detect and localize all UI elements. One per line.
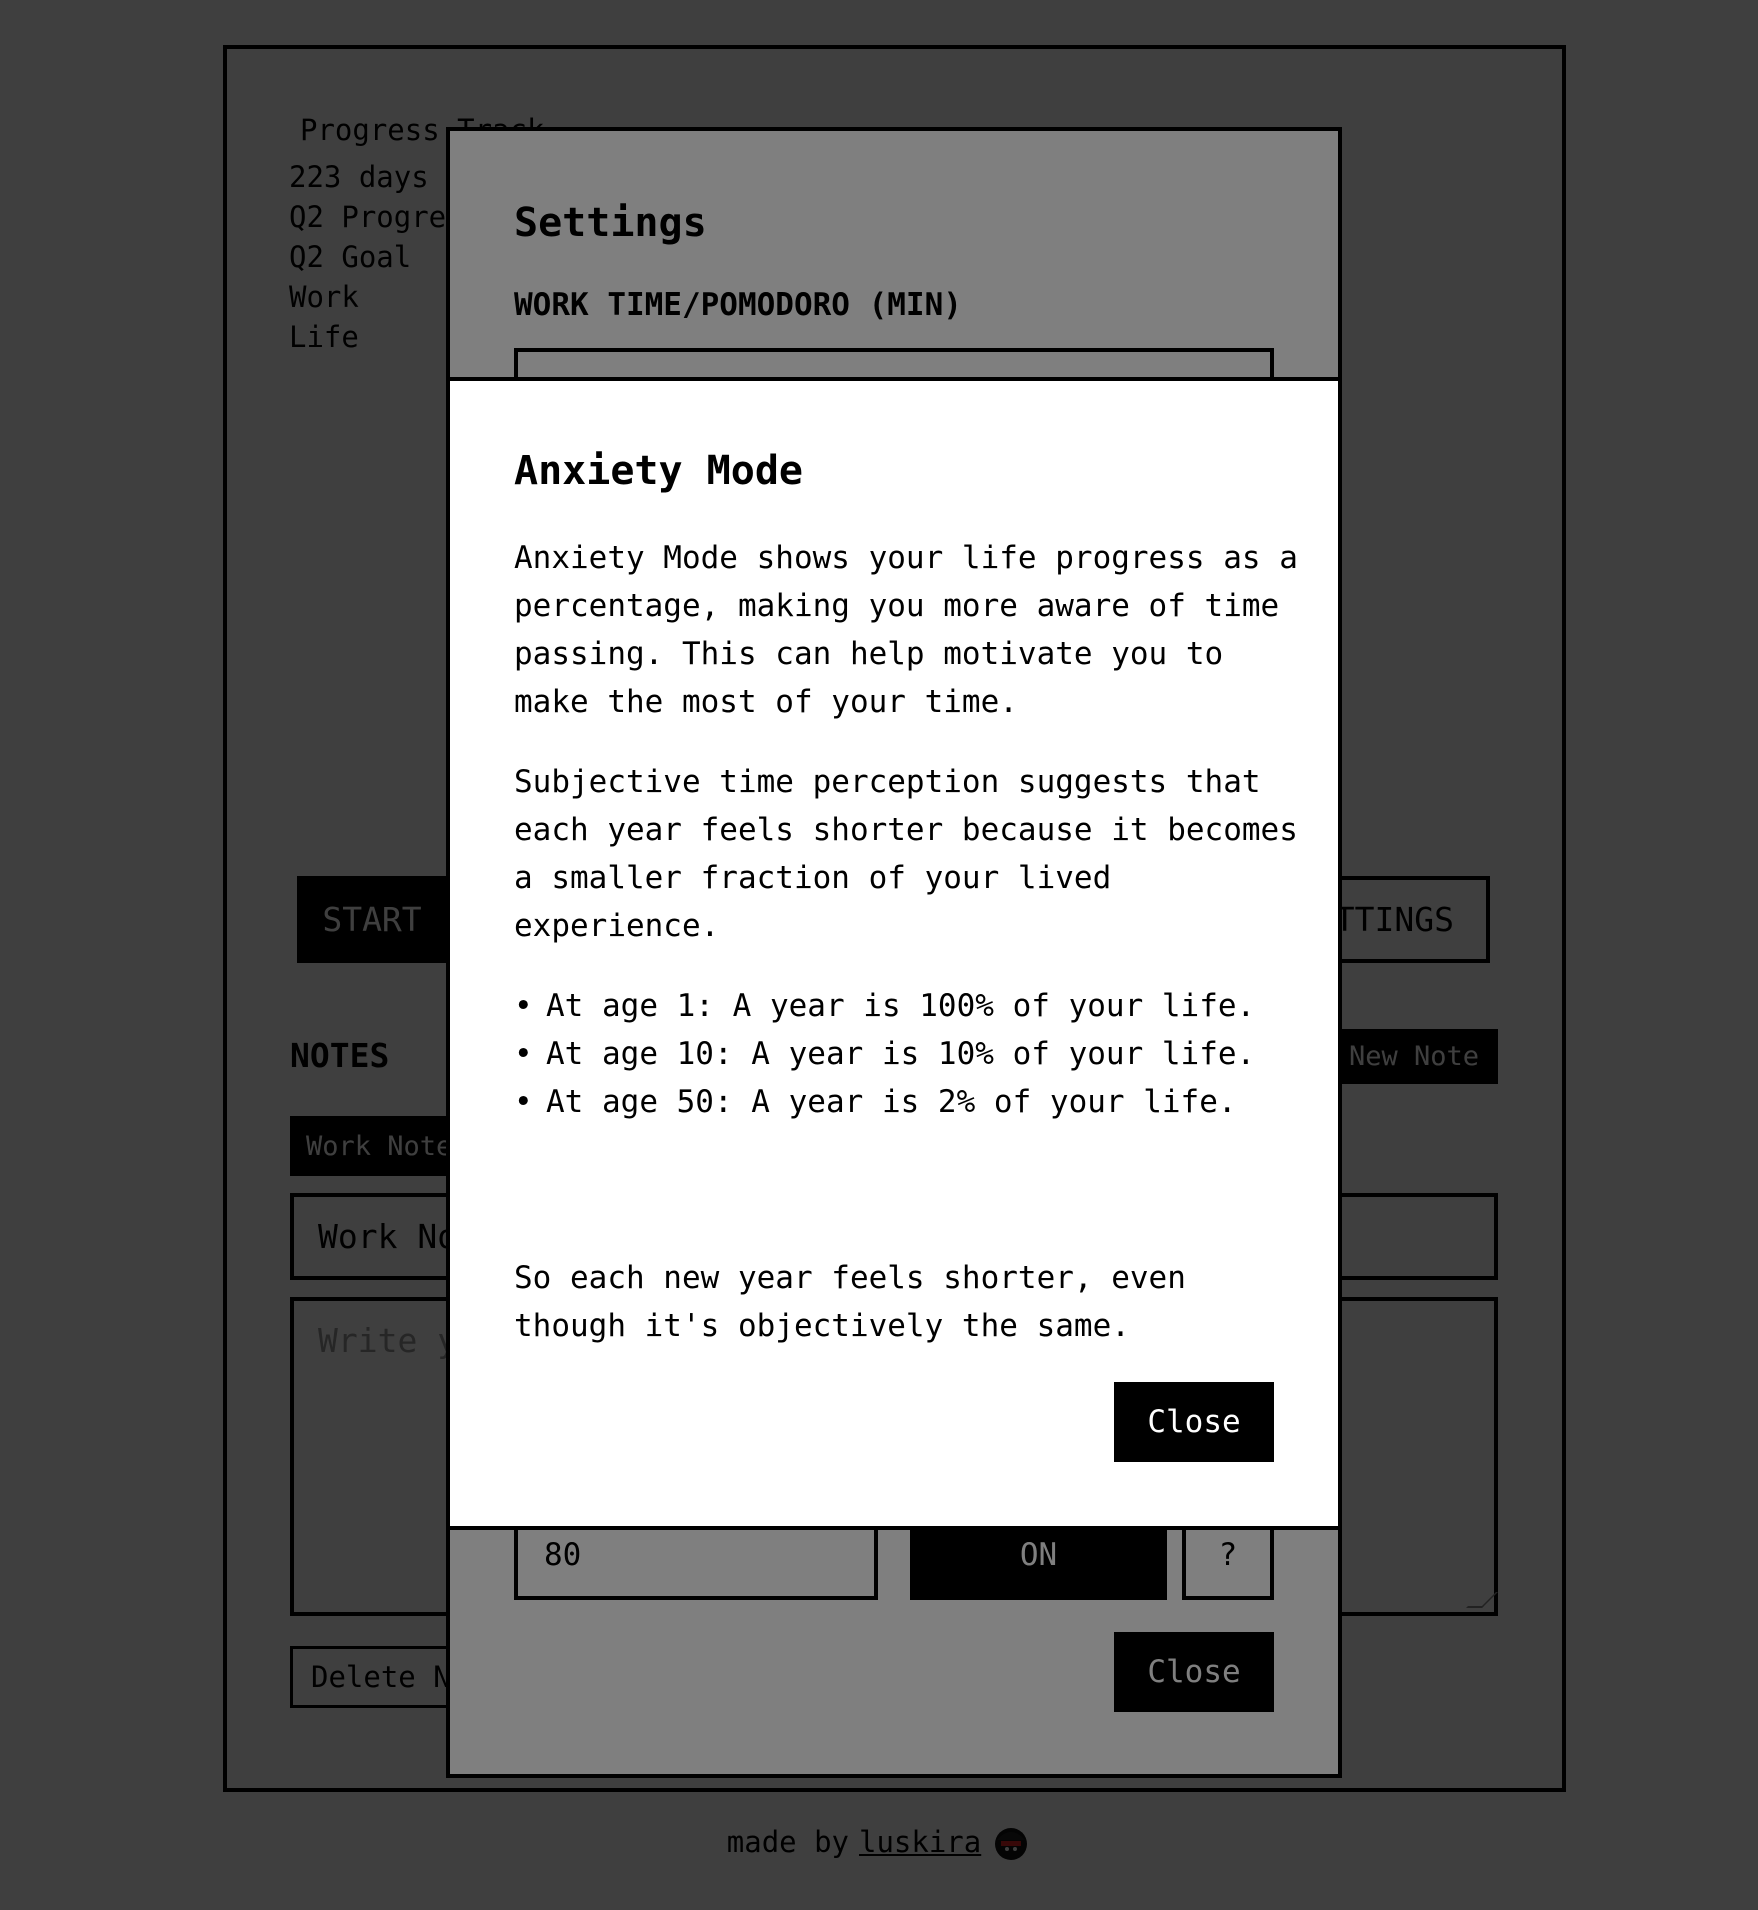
- age-examples-list: [514, 982, 1314, 1126]
- time-perception-text: Subjective time perception suggests that each year feels shorter because it becomes a smaller fraction of your lived experience.: [514, 764, 1298, 944]
- anxiety-description: Anxiety Mode shows your life progress as a percentage, making you more aware of time passing. This can help motivate you to make the most of your time.: [514, 540, 1298, 720]
- anxiety-close-button[interactable]: Close: [1114, 1382, 1274, 1462]
- age-example-1: • At age 1: A year is 100% of your life.: [514, 982, 1314, 1030]
- anxiety-conclusion: So each new year feels shorter, even though it's objectively the same.: [514, 1260, 1186, 1344]
- anxiety-mode-title: Anxiety Mode: [514, 448, 803, 494]
- age-example-10: • At age 10: A year is 10% of your life.: [514, 1030, 1314, 1078]
- age-example-50: • At age 50: A year is 2% of your life.: [514, 1078, 1314, 1126]
